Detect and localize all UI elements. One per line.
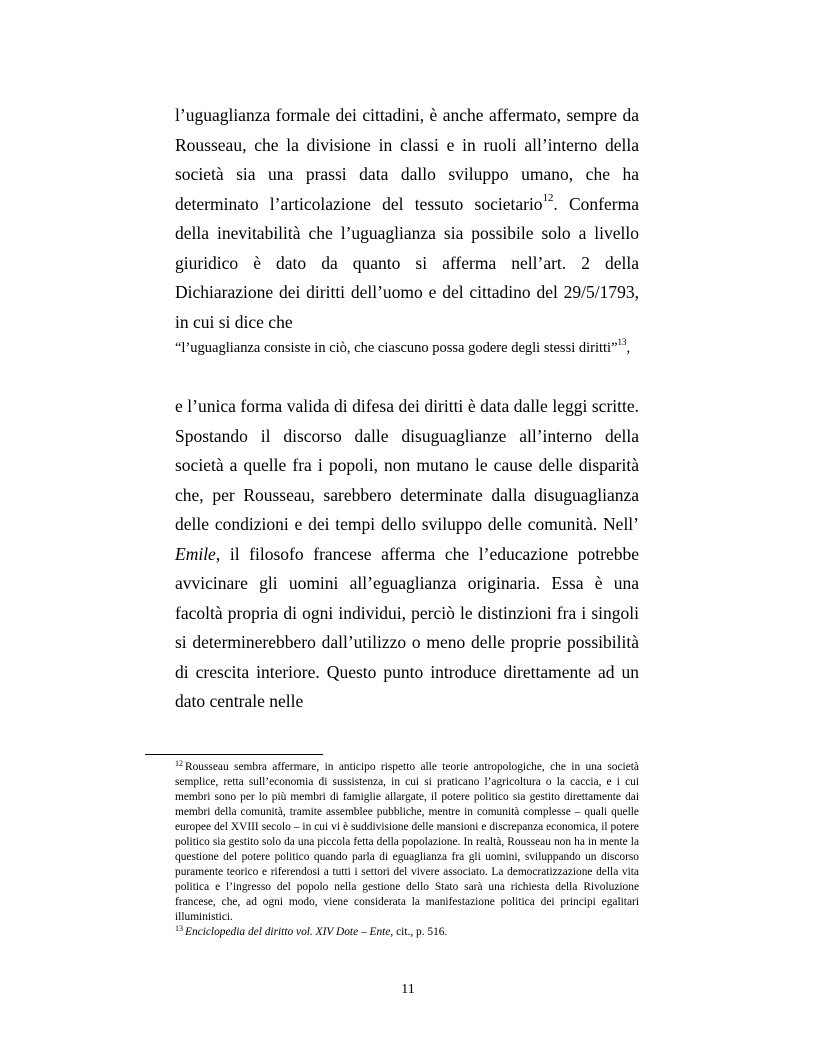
- footnote-13: [175, 925, 639, 940]
- footnote-12-text: Rousseau sembra affermare, in anticipo rispetto alle teorie antropologiche, che in una società semplice, retta sull’economia di sussistenza, in cui si praticano l’agricoltura o la caccia, e i cui membri sono per lo più membri di famiglie allargate, il potere politico sia gestito direttamente dai membri della comunità, tramite assemblee pubbliche, mentre in comunità complesse – quali quelle europee del XVIII secolo – in cui vi è suddivisione delle mansioni e discrepanza economica, il potere politico sia gestito solo da una piccola fetta della popolazione. In realtà, Rousseau non ha in mente la questione del potere politico quando parla di eguaglianza fra gli uomini, sviluppando un discorso puramente teorico e riferendosi a tutti i settori del vivere associato. La democratizzazione della vita politica e l’ingresso del popolo nella gestione dello Stato sarà una richiesta della Rivoluzione francese, che, ad ogni modo, viene considerata la manifestazione politica dei principi egalitari illuministici.: [175, 761, 639, 923]
- footnotes: [175, 760, 639, 940]
- footnote-13-source-title: Enciclopedia del diritto vol. XIV Dote – Ente: [185, 926, 391, 938]
- footnote-13-number: 13: [175, 924, 183, 933]
- footnote-13-text: , cit., p. 516.: [390, 926, 448, 938]
- block-quote: [175, 338, 645, 358]
- paragraph-2: [175, 392, 639, 717]
- paragraph-2-text-start: e l’unica forma valida di difesa dei diritti è data dalle leggi scritte. Spostando il discorso dalle disuguaglianze all’interno della società a quelle fra i popoli, non mutano le cause delle disparità che, per Rousseau, sarebbero determinate dalla disuguaglianza delle condizioni e dei tempi dello sviluppo delle comunità. Nell’: [175, 396, 639, 534]
- footnote-12: [175, 760, 639, 925]
- footnote-separator: [145, 754, 323, 755]
- footnote-ref-12[interactable]: 12: [542, 192, 554, 205]
- quote-trailing: ,: [626, 340, 631, 356]
- page-number: 11: [401, 982, 415, 997]
- paragraph-1-text-start: l’uguaglianza formale dei cittadini, è anche affermato, sempre da Rousseau, che la divisione in classi e in ruoli all’interno della società sia una prassi data dallo sviluppo umano, che ha determinato l’articolazione del tessuto societario: [175, 105, 639, 214]
- quote-text: “l’uguaglianza consiste in ciò, che ciascuno possa godere degli stessi diritti”: [175, 340, 618, 356]
- paragraph-2-text-end: , il filosofo francese afferma che l’educazione potrebbe avvicinare gli uomini all’eguaglianza originaria. Essa è una facoltà propria di ogni individui, perciò le distinzioni fra i singoli si determinerebbero dall’utilizzo o meno delle proprie possibilità di crescita interiore. Questo punto introduce direttamente ad un dato centrale nelle: [175, 543, 639, 711]
- paragraph-1: [175, 101, 639, 337]
- paragraph-1-text-end: . Conferma della inevitabilità che l’uguaglianza sia possibile solo a livello giuridico è dato da quanto si afferma nell’art. 2 della Dichiarazione dei diritti dell’uomo e del cittadino del 29/5/1793, in cui si dice che: [175, 193, 639, 332]
- footnote-12-number: 12: [175, 759, 183, 768]
- footnote-ref-13[interactable]: 13: [617, 336, 627, 347]
- work-title-emile: Emile: [175, 543, 216, 564]
